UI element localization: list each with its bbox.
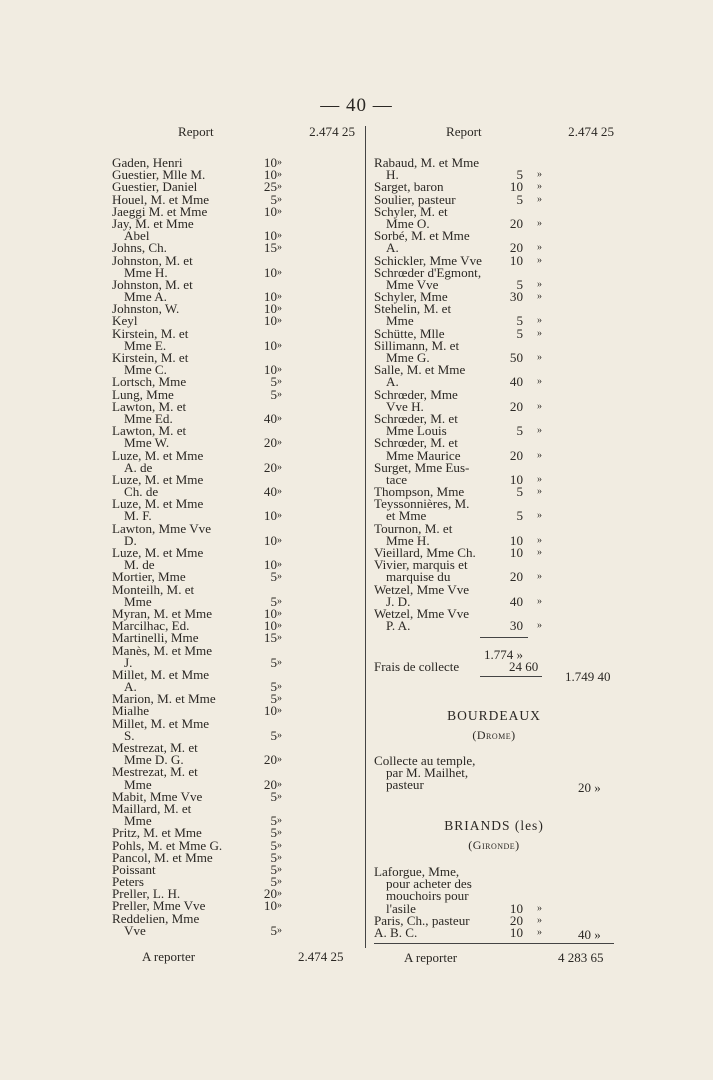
entry-name: Luze, M. et Mme <box>112 471 204 487</box>
entry-centimes: » <box>277 754 282 766</box>
entry-amount: 5 <box>270 191 277 207</box>
entry-name: Lawton, Mme Vve <box>112 520 212 536</box>
entry-name: Mme O. <box>386 215 430 231</box>
entry-name: Mortier, Mme <box>112 569 186 585</box>
entry-amount: 5 <box>516 167 523 183</box>
ledger-entry <box>112 520 355 536</box>
entry-centimes: » <box>277 242 282 254</box>
entry-centimes: » <box>537 352 542 363</box>
entry-name: Myran, M. et Mme <box>112 605 213 621</box>
entry-amount: 20 <box>509 240 523 256</box>
entry-amount: 10 <box>263 337 277 353</box>
entry-amount: 40 <box>263 410 277 426</box>
entry-amount: 10 <box>263 703 277 719</box>
entry-centimes: » <box>277 839 282 851</box>
entry-amount: 10 <box>263 362 277 378</box>
entry-name: Mme Ed. <box>124 410 173 426</box>
entry-centimes: » <box>537 315 542 327</box>
entry-centimes: » <box>277 291 282 303</box>
entry-name: Kirstein, M. et <box>112 350 189 365</box>
entry-name: Monteilh, M. et <box>112 581 195 597</box>
entry-amount: 40 <box>509 374 523 390</box>
entry-centimes: » <box>537 547 542 558</box>
entry-name: Schrœder, M. et <box>374 435 458 451</box>
entry-amount: 10 <box>509 179 523 195</box>
fees-rule <box>480 676 542 677</box>
entry-centimes: » <box>277 534 282 546</box>
entry-name: Sarget, baron <box>374 179 444 195</box>
entry-amount: 20 <box>509 398 523 414</box>
entry-amount: 20 <box>509 215 523 231</box>
entry-centimes: » <box>537 473 542 485</box>
ledger-entry <box>112 642 355 658</box>
entry-name: Manès, M. et Mme <box>112 642 213 658</box>
entry-name: M. F. <box>124 508 152 524</box>
ledger-entry <box>374 581 614 597</box>
entry-centimes: » <box>277 388 282 400</box>
entry-amount: 5 <box>270 727 277 743</box>
right-carry-label: A reporter <box>404 950 458 965</box>
entry-name: Mme Vve <box>386 276 439 292</box>
entry-name: Mme <box>124 776 152 792</box>
entry-centimes: » <box>277 851 282 863</box>
entry-centimes: » <box>537 914 542 926</box>
entry-name: Sorbé, M. et Mme <box>374 228 470 244</box>
entry-name: Mme Maurice <box>386 447 461 463</box>
entry-name: Johnston, M. et <box>112 276 193 292</box>
entry-name: Mme H. <box>124 264 168 280</box>
entry-name: Schyler, Mme <box>374 289 448 305</box>
entry-centimes: » <box>277 193 282 205</box>
entry-centimes: » <box>537 376 542 388</box>
entry-name: Tournon, M. et <box>374 520 453 536</box>
entry-centimes: » <box>277 461 282 473</box>
entry-name: Schyler, M. et <box>374 203 448 219</box>
subtotal: 1.774 » <box>484 647 523 662</box>
entry-name: Stehelin, M. et <box>374 301 452 317</box>
entry-centimes: » <box>277 705 282 717</box>
entry-name: H. <box>386 167 399 183</box>
entry-amount: 5 <box>270 861 277 877</box>
entry-centimes: » <box>277 303 282 315</box>
entry-centimes: » <box>537 486 542 498</box>
ledger-entry <box>112 303 355 315</box>
entry-name: Jaeggi M. et Mme <box>112 203 208 219</box>
entry-name: Lung, Mme <box>112 386 174 402</box>
entry-centimes: » <box>537 278 542 290</box>
ledger-entry <box>374 157 614 169</box>
left-report-label: Report <box>178 124 214 139</box>
ledger-entry <box>374 230 614 242</box>
left-report-header <box>112 126 355 140</box>
entry-amount: 10 <box>509 252 523 268</box>
fees-amount: 24 60 <box>509 659 539 674</box>
entry-name: Preller, Mme Vve <box>112 898 206 914</box>
entry-centimes: » <box>277 315 282 327</box>
entry-name: Paris, Ch., pasteur <box>374 912 470 928</box>
entry-name: Kirstein, M. et <box>112 325 189 341</box>
entry-centimes: » <box>537 242 542 254</box>
entry-amount: 10 <box>263 605 277 621</box>
entry-amount: 5 <box>516 508 523 524</box>
entry-amount: 10 <box>263 508 277 524</box>
entry-amount: 5 <box>270 813 277 829</box>
ledger-entry <box>374 605 614 621</box>
entry-name: Schickler, Mme Vve <box>374 252 482 268</box>
entry-amount: 15 <box>263 630 277 646</box>
entry-centimes: » <box>277 815 282 827</box>
entry-amount: 5 <box>270 788 277 804</box>
entry-amount: 10 <box>263 167 277 183</box>
entry-amount: 10 <box>263 898 277 914</box>
entry-name: Guestier, Mlle M. <box>112 167 206 183</box>
entry-centimes: » <box>277 181 282 193</box>
entry-amount: 5 <box>516 191 523 207</box>
entry-name: Houel, M. et Mme <box>112 191 210 207</box>
entry-name: Vve <box>124 922 146 938</box>
entry-name: Salle, M. et Mme <box>374 362 466 378</box>
entry-centimes: » <box>277 230 282 242</box>
right-report-header <box>374 126 614 140</box>
entry-centimes: » <box>277 888 282 900</box>
entry-name: Poissant <box>112 861 156 877</box>
entry-amount: 5 <box>516 484 523 500</box>
entry-name: Mialhe <box>112 703 150 719</box>
entry-amount: 5 <box>270 654 277 670</box>
entry-amount: 5 <box>516 423 523 439</box>
section-bourdeaux-sub: (Drome) <box>472 728 516 742</box>
entry-centimes: » <box>277 510 282 522</box>
section-bourdeaux-line: par M. Mailhet, <box>386 765 469 781</box>
section-bourdeaux-text <box>374 755 475 792</box>
entry-name: Lawton, M. et <box>112 423 187 439</box>
entry-amount: 40 <box>509 593 523 609</box>
entry-centimes: » <box>277 486 282 498</box>
entry-amount: 10 <box>509 545 523 560</box>
entry-centimes: » <box>277 607 282 619</box>
entry-amount: 30 <box>509 289 523 305</box>
entry-centimes: » <box>537 595 542 607</box>
entry-centimes: » <box>537 254 542 266</box>
entry-centimes: » <box>277 656 282 668</box>
entry-name: Pancol, M. et Mme <box>112 849 213 865</box>
section-bourdeaux-title: BOURDEAUX <box>447 708 541 723</box>
entry-centimes: » <box>537 571 542 583</box>
section-briands-title: BRIANDS (les) <box>444 818 544 833</box>
entry-centimes: » <box>277 693 282 705</box>
section-briands <box>374 818 614 853</box>
ledger-entry <box>374 364 614 376</box>
entry-centimes: » <box>277 790 282 802</box>
entry-centimes: » <box>277 827 282 839</box>
entry-centimes: » <box>537 169 542 181</box>
entry-name: Millet, M. et Mme <box>112 666 210 682</box>
entry-name: Lortsch, Mme <box>112 374 187 390</box>
entry-name: Luze, M. et Mme <box>112 496 204 512</box>
entry-centimes: » <box>277 571 282 583</box>
entry-centimes: » <box>277 729 282 741</box>
entry-amount: 10 <box>509 471 523 487</box>
entry-amount: 20 <box>509 912 523 928</box>
entry-name: Lawton, M. et <box>112 398 187 414</box>
entry-name: Ch. de <box>124 484 159 500</box>
entry-name: J. D. <box>386 593 411 609</box>
entry-name: Marion, M. et Mme <box>112 691 216 707</box>
entry-amount: 30 <box>509 618 523 634</box>
entry-name: Mme Louis <box>386 423 447 439</box>
entry-name: Schrœder, Mme <box>374 386 458 402</box>
entry-name: Millet, M. et Mme <box>112 715 210 731</box>
entry-amount: 20 <box>263 435 277 451</box>
entry-amount: 5 <box>516 313 523 329</box>
entry-name: Preller, L. H. <box>112 886 181 902</box>
entry-name: Johnston, W. <box>112 301 180 317</box>
net-total: 1.749 40 <box>565 669 611 684</box>
entry-name: Schrœder, M. et <box>374 410 458 426</box>
entry-centimes: » <box>537 510 542 522</box>
entry-centimes: » <box>537 181 542 193</box>
entry-centimes: » <box>277 595 282 607</box>
right-bottom-rule <box>374 943 614 944</box>
entry-name: Wetzel, Mme Vve <box>374 581 470 597</box>
entry-name: Sillimann, M. et <box>374 337 460 353</box>
entry-name: Jay, M. et Mme <box>112 215 194 231</box>
entry-name: Mme G. <box>386 350 430 365</box>
right-entry-list <box>374 157 614 632</box>
entry-centimes: » <box>277 924 282 936</box>
right-report-total: 2.474 25 <box>568 124 614 139</box>
entry-name: Keyl <box>112 313 138 329</box>
entry-name: Schrœder d'Egmont, <box>374 264 482 280</box>
left-carry-total: 2.474 25 <box>298 949 344 964</box>
entry-amount: 5 <box>270 679 277 695</box>
entry-centimes: » <box>537 193 542 205</box>
entry-centimes: » <box>277 157 282 168</box>
entry-name: et Mme <box>386 508 427 524</box>
entry-amount: 50 <box>509 350 523 365</box>
right-report-label: Report <box>446 124 482 139</box>
entry-centimes: » <box>537 620 542 632</box>
entry-centimes: » <box>537 534 542 546</box>
entry-amount: 10 <box>263 532 277 548</box>
entry-name: A. <box>124 679 137 695</box>
ledger-entry <box>112 910 355 926</box>
entry-name: M. de <box>124 557 155 573</box>
entry-centimes: » <box>277 205 282 217</box>
entry-name: tace <box>386 471 408 487</box>
entry-amount: 10 <box>263 557 277 573</box>
ledger-entry <box>374 459 614 475</box>
entry-name: Mme <box>386 313 414 329</box>
left-column <box>112 126 355 937</box>
entry-name: Wetzel, Mme Vve <box>374 605 470 621</box>
entry-amount: 10 <box>263 289 277 305</box>
entry-centimes: » <box>277 559 282 571</box>
entry-amount: 5 <box>270 374 277 390</box>
entry-centimes: » <box>537 217 542 229</box>
entry-centimes: » <box>537 926 542 938</box>
entry-name: Mme W. <box>124 435 170 451</box>
entry-name: pour acheter des <box>386 876 472 892</box>
entry-name: A. B. C. <box>374 924 418 940</box>
entry-amount: 5 <box>270 874 277 890</box>
entry-name: mouchoirs pour <box>386 888 469 904</box>
entry-amount: 10 <box>263 264 277 280</box>
ledger-entry <box>374 620 614 632</box>
entry-name: Reddelien, Mme <box>112 910 200 926</box>
entry-name: A. <box>386 374 399 390</box>
entry-name: Maillard, M. et <box>112 800 192 816</box>
entry-name: Mestrezat, M. et <box>112 764 198 780</box>
entry-amount: 20 <box>509 447 523 463</box>
entry-name: Vve H. <box>386 398 424 414</box>
entry-amount: 20 <box>263 776 277 792</box>
entry-centimes: » <box>537 902 542 914</box>
entry-amount: 10 <box>263 155 277 170</box>
entry-name: Abel <box>124 228 150 244</box>
entry-amount: 10 <box>509 900 523 916</box>
ledger-entry <box>112 715 355 731</box>
entry-amount: 10 <box>263 228 277 244</box>
left-carry-label: A reporter <box>142 949 196 964</box>
entry-centimes: » <box>277 900 282 912</box>
entry-name: Mme H. <box>386 532 430 548</box>
entry-centimes: » <box>277 437 282 449</box>
entry-name: D. <box>124 532 137 548</box>
entry-centimes: » <box>277 376 282 388</box>
entry-name: S. <box>124 727 135 743</box>
section-bourdeaux <box>374 708 614 743</box>
entry-centimes: » <box>277 266 282 278</box>
column-divider <box>365 126 366 948</box>
entry-centimes: » <box>277 620 282 632</box>
left-entry-list <box>112 157 355 937</box>
entry-centimes: » <box>277 339 282 351</box>
entry-amount: 10 <box>263 203 277 219</box>
entry-amount: 10 <box>509 532 523 548</box>
entry-amount: 5 <box>270 849 277 865</box>
entry-name: A. <box>386 240 399 256</box>
entry-name: Marcilhac, Ed. <box>112 618 190 634</box>
entry-amount: 5 <box>270 386 277 402</box>
entry-name: Mestrezat, M. et <box>112 740 198 755</box>
right-carry-total: 4 283 65 <box>558 950 604 965</box>
entry-name: Luze, M. et Mme <box>112 545 204 560</box>
section-briands-sub: (Gironde) <box>468 838 520 852</box>
entry-name: Vieillard, Mme Ch. <box>374 545 476 560</box>
entry-name: Mme D. G. <box>124 752 184 768</box>
entry-name: Rabaud, M. et Mme <box>374 155 480 170</box>
entry-name: Mme A. <box>124 289 167 305</box>
entry-name: Johns, Ch. <box>112 240 167 256</box>
entry-name: Pohls, M. et Mme G. <box>112 837 223 853</box>
entry-name: Mme C. <box>124 362 167 378</box>
entry-name: Schütte, Mlle <box>374 325 445 341</box>
entry-name: Gaden, Henri <box>112 155 183 170</box>
entry-name: l'asile <box>386 900 416 916</box>
entry-amount: 5 <box>270 825 277 841</box>
entry-centimes: » <box>537 449 542 461</box>
entry-centimes: » <box>537 400 542 412</box>
entry-amount: 20 <box>509 569 523 585</box>
entry-amount: 10 <box>263 313 277 329</box>
entry-name: Pritz, M. et Mme <box>112 825 202 841</box>
entry-name: Guestier, Daniel <box>112 179 198 195</box>
entry-name: P. A. <box>386 618 411 634</box>
right-column <box>374 126 614 632</box>
entry-name: Mme <box>124 593 152 609</box>
entry-centimes: » <box>537 425 542 437</box>
entry-centimes: » <box>277 364 282 376</box>
section-bourdeaux-line: pasteur <box>386 777 424 793</box>
entry-amount: 5 <box>270 691 277 707</box>
ledger-entry <box>112 666 355 682</box>
entry-name: Luze, M. et Mme <box>112 447 204 463</box>
entry-amount: 5 <box>516 276 523 292</box>
ledger-entry <box>112 861 355 877</box>
entry-centimes: » <box>537 291 542 303</box>
entry-name: Mme E. <box>124 337 167 353</box>
entry-amount: 20 <box>263 752 277 768</box>
entry-amount: 5 <box>516 325 523 341</box>
entry-name: Soulier, pasteur <box>374 191 456 207</box>
entry-amount: 5 <box>270 593 277 609</box>
entry-amount: 15 <box>263 240 277 256</box>
entry-name: Vivier, marquis et <box>374 557 468 573</box>
entry-centimes: » <box>537 327 542 339</box>
left-report-total: 2.474 25 <box>309 124 355 139</box>
entry-centimes: » <box>277 876 282 888</box>
entry-amount: 20 <box>263 886 277 902</box>
entry-name: J. <box>124 654 133 670</box>
entry-amount: 5 <box>270 922 277 938</box>
section-briands-total: 40 » <box>578 927 601 942</box>
entry-centimes: » <box>277 632 282 644</box>
entry-amount: 10 <box>509 924 523 940</box>
entry-centimes: » <box>277 863 282 875</box>
entry-centimes: » <box>277 681 282 693</box>
entry-name: Teyssonnières, M. <box>374 496 470 512</box>
fees-label: Frais de collecte <box>374 659 460 674</box>
entry-name: Mme <box>124 813 152 829</box>
page-number: — 40 — <box>320 95 393 116</box>
entry-centimes: » <box>277 169 282 181</box>
entry-centimes: » <box>277 778 282 790</box>
entry-name: Johnston, M. et <box>112 252 193 268</box>
entry-amount: 40 <box>263 484 277 500</box>
entry-name: Thompson, Mme <box>374 484 465 500</box>
entry-amount: 20 <box>263 459 277 475</box>
entry-name: Mabit, Mme Vve <box>112 788 203 804</box>
entry-amount: 5 <box>270 837 277 853</box>
entry-name: Laforgue, Mme, <box>374 864 460 879</box>
entry-name: Martinelli, Mme <box>112 630 199 646</box>
entry-name: A. de <box>124 459 153 475</box>
entry-amount: 10 <box>263 301 277 317</box>
section-bourdeaux-total: 20 » <box>578 780 601 795</box>
entry-amount: 25 <box>263 179 277 195</box>
ledger-entry <box>112 922 355 938</box>
entry-name: marquise du <box>386 569 451 585</box>
entry-name: Peters <box>112 874 144 890</box>
subtotal-rule <box>480 637 528 638</box>
entry-amount: 5 <box>270 569 277 585</box>
entry-centimes: » <box>277 412 282 424</box>
section-bourdeaux-line: Collecte au temple, <box>374 753 476 768</box>
entry-name: Surget, Mme Eus- <box>374 459 470 475</box>
entry-amount: 10 <box>263 618 277 634</box>
